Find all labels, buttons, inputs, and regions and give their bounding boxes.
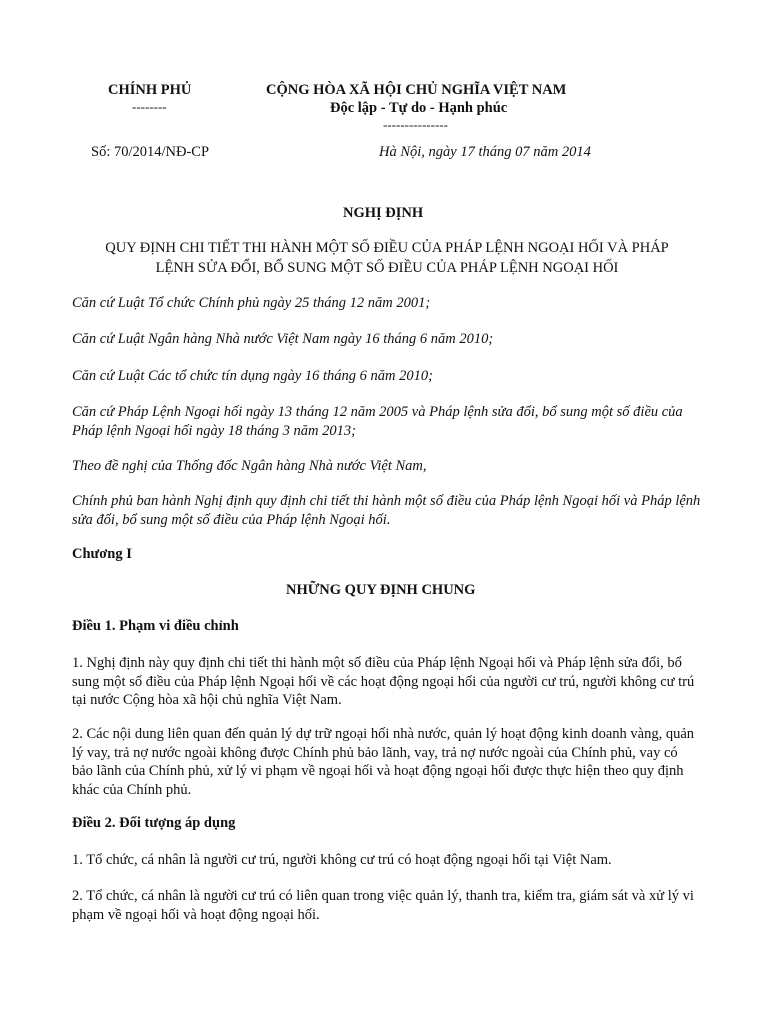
motto-rule: --------------- <box>383 117 448 132</box>
document-type: NGHỊ ĐỊNH <box>343 205 424 221</box>
article-2-clause: 2. Tổ chức, cá nhân là người cư trú có liên quan trong việc quản lý, thanh tra, kiểm tra, giám sát và xử lý vi phạm về ngoại hối và hoạt động ngoại hối. <box>72 888 694 923</box>
article-1-title: Điều 1. Phạm vi điều chỉnh <box>72 618 239 634</box>
preamble-item: Căn cứ Pháp Lệnh Ngoại hối ngày 13 tháng 12 năm 2005 và Pháp lệnh sửa đổi, bổ sung một số điều của Pháp lệnh Ngoại hối ngày 18 tháng 3 năm 2013; <box>72 404 683 439</box>
article-2-title: Điều 2. Đối tượng áp dụng <box>72 815 236 831</box>
document-subject-line-1: QUY ĐỊNH CHI TIẾT THI HÀNH MỘT SỐ ĐIỀU CỦA PHÁP LỆNH NGOẠI HỐI VÀ PHÁP <box>105 240 669 256</box>
document-number: Số: 70/2014/NĐ-CP <box>91 144 210 160</box>
article-1-clause: 1. Nghị định này quy định chi tiết thi hành một số điều của Pháp lệnh Ngoại hối và Pháp lệnh sửa đổi, bổ sung một số điều của Pháp lệnh Ngoại hối về các hoạt động ngoại hối của người cư trú, người không cư trú tại nước Cộng hòa xã hội chủ nghĩa Việt Nam. <box>72 655 695 708</box>
issuing-agency: CHÍNH PHỦ <box>108 82 192 98</box>
national-motto: Độc lập - Tự do - Hạnh phúc <box>330 100 508 116</box>
national-title: CỘNG HÒA XÃ HỘI CHỦ NGHĨA VIỆT NAM <box>266 82 567 98</box>
document-subject-line-2: LỆNH SỬA ĐỔI, BỔ SUNG MỘT SỐ ĐIỀU CỦA PHÁP LỆNH NGOẠI HỐI <box>155 260 619 276</box>
chapter-label: Chương I <box>72 546 132 562</box>
preamble-item: Căn cứ Luật Ngân hàng Nhà nước Việt Nam ngày 16 tháng 6 năm 2010; <box>72 331 494 347</box>
agency-rule: -------- <box>132 99 167 114</box>
preamble-item: Theo đề nghị của Thống đốc Ngân hàng Nhà nước Việt Nam, <box>72 458 427 474</box>
preamble-item: Căn cứ Luật Các tổ chức tín dụng ngày 16 tháng 6 năm 2010; <box>72 368 433 384</box>
article-1-clause: 2. Các nội dung liên quan đến quản lý dự trữ ngoại hối nhà nước, quản lý hoạt động kinh doanh vàng, quản lý vay, trả nợ nước ngoài không được Chính phủ bảo lãnh, vay, trả nợ nước ngoài của Chính phủ, vay có bảo lãnh của Chính phủ, xử lý vi phạm về ngoại hối và hoạt động ngoại hối được thực hiện theo quy định khác của Chính phủ. <box>72 726 695 798</box>
article-2-clause: 1. Tổ chức, cá nhân là người cư trú, người không cư trú có hoạt động ngoại hối tại Việt Nam. <box>72 852 612 868</box>
preamble-item: Chính phủ ban hành Nghị định quy định chi tiết thi hành một số điều của Pháp lệnh Ngoại hối và Pháp lệnh sửa đổi, bổ sung một số điều của Pháp lệnh Ngoại hối. <box>72 493 701 528</box>
preamble-item: Căn cứ Luật Tổ chức Chính phủ ngày 25 tháng 12 năm 2001; <box>72 295 431 311</box>
chapter-title: NHỮNG QUY ĐỊNH CHUNG <box>286 582 476 598</box>
place-date: Hà Nội, ngày 17 tháng 07 năm 2014 <box>379 144 591 160</box>
document-subject <box>72 238 702 278</box>
